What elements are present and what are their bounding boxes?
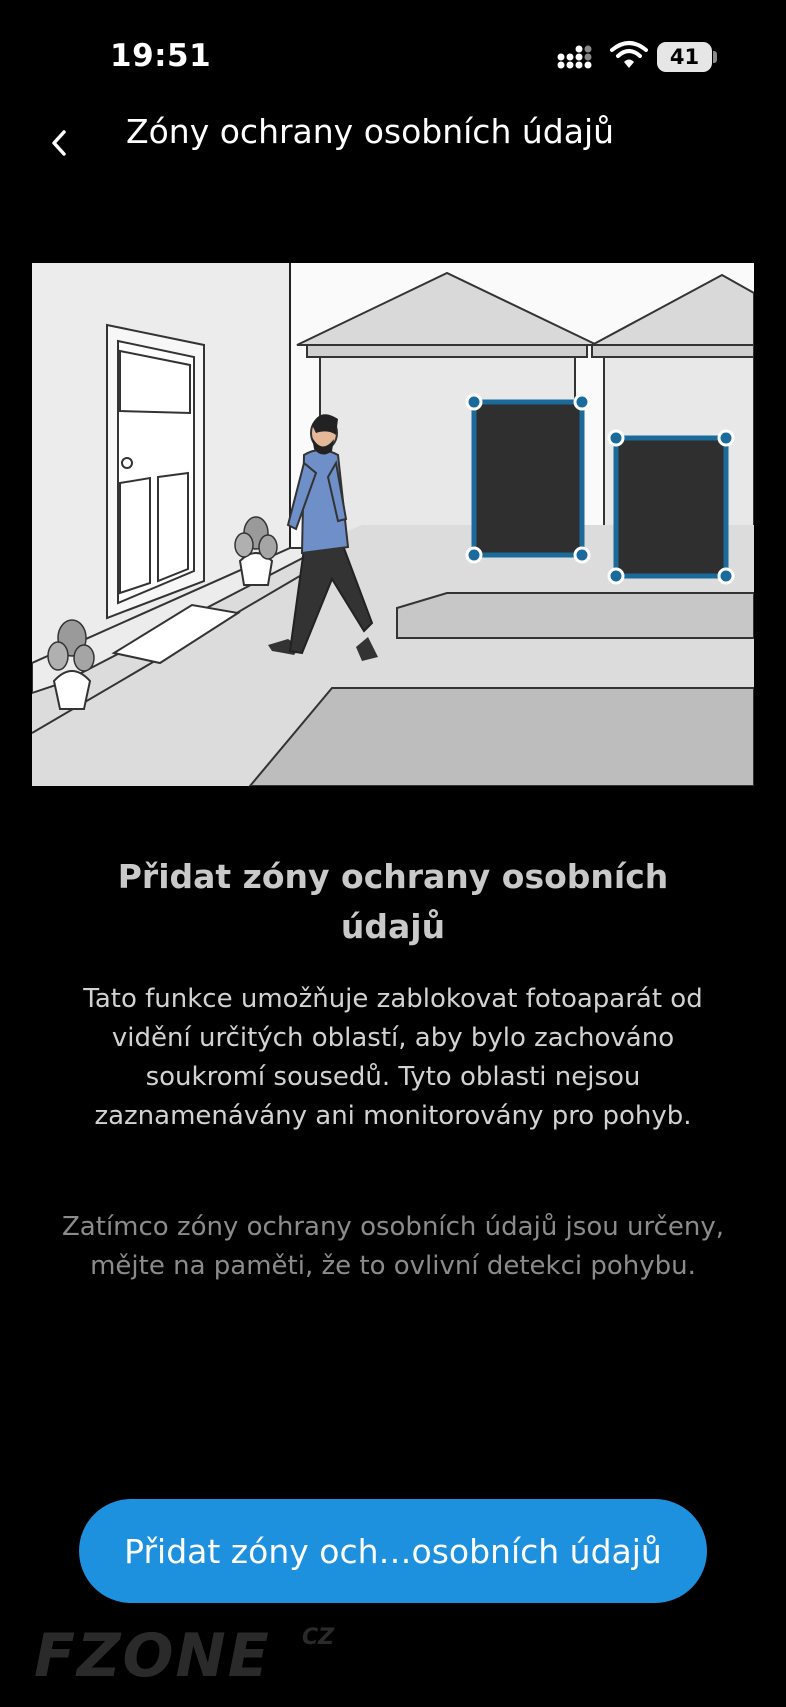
chevron-left-icon <box>40 118 80 168</box>
status-time: 19:51 <box>110 38 212 74</box>
cellular-signal-icon <box>557 44 597 70</box>
motion-detection-note: Zatímco zóny ochrany osobních údajů jsou určeny, mějte na paměti, že to ovlivní detekci pohybu. <box>62 1212 724 1281</box>
back-button[interactable] <box>40 118 80 168</box>
svg-text:CZ: CZ <box>302 1625 335 1650</box>
battery-tip <box>713 51 717 63</box>
page-title: Zóny ochrany osobních údajů <box>126 112 615 151</box>
navigation-bar <box>0 110 786 200</box>
driveway <box>250 688 754 786</box>
privacy-zone <box>609 431 733 583</box>
privacy-zone <box>467 395 589 562</box>
add-privacy-zones-button[interactable]: Přidat zóny och…osobních údajů <box>79 1499 707 1603</box>
feature-description: Tato funkce umožňuje zablokovat fotoaparát od vidění určitých oblastí, aby bylo zachováno soukromí sousedů. Tyto oblasti nejsou zaznamenávány ani monitorovány pro pohyb. <box>83 984 703 1131</box>
wifi-icon <box>610 40 648 70</box>
privacy-zones-illustration <box>32 263 754 786</box>
fzone-watermark <box>34 1620 354 1690</box>
section-headline: Přidat zóny ochrany osobních údajů <box>117 857 669 946</box>
status-bar <box>0 0 786 110</box>
svg-text:FZONE: FZONE <box>34 1621 271 1690</box>
driveway-strip <box>397 593 754 638</box>
battery-icon: 41 <box>657 42 712 72</box>
